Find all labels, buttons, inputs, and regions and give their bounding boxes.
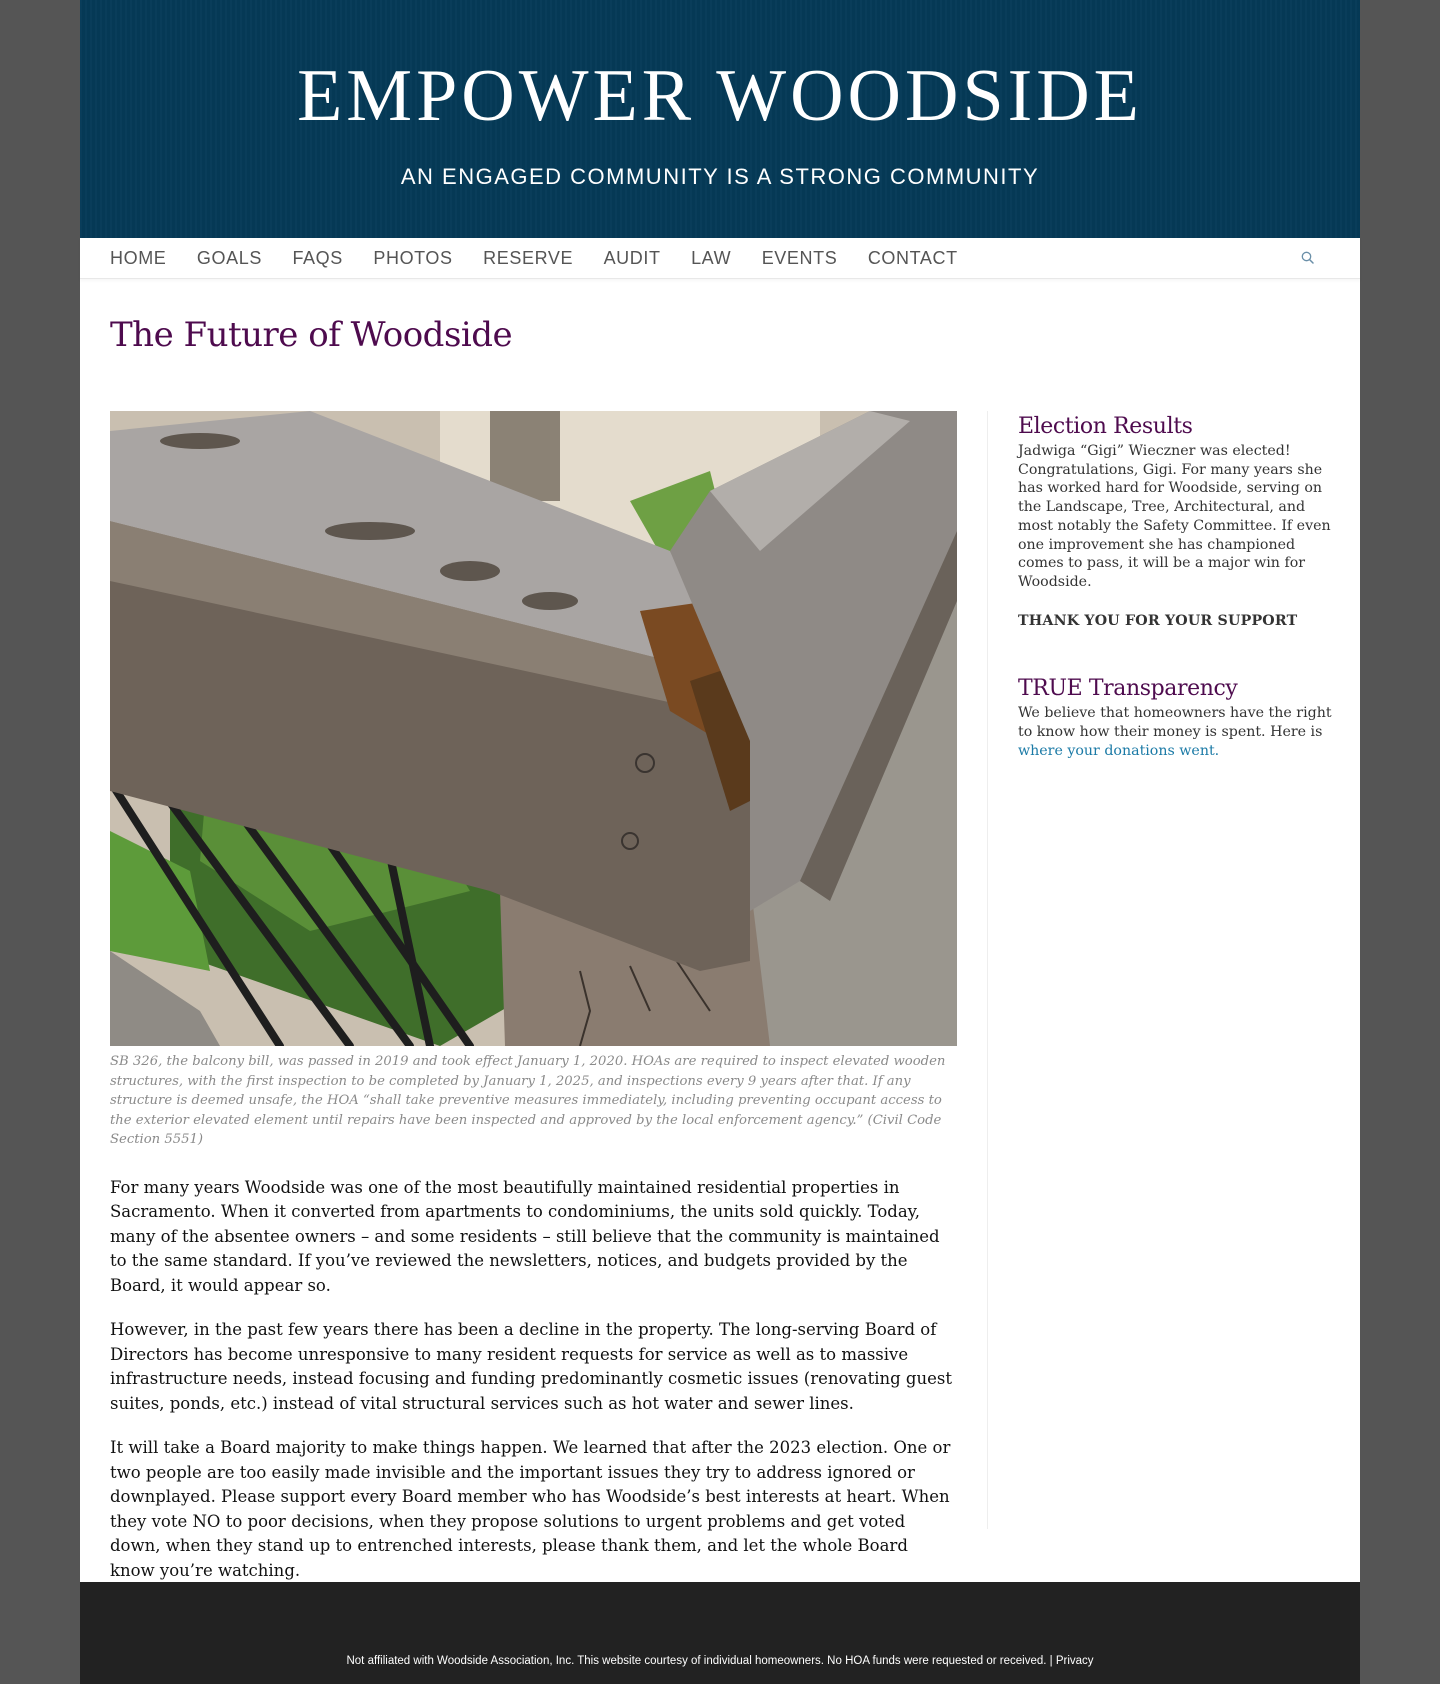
sidebar-divider	[987, 411, 988, 1529]
donations-link[interactable]: where your donations went.	[1018, 742, 1220, 759]
widget-text: Jadwiga “Gigi” Wieczner was elected! Congratulations, Gigi. For many years she has worked hard for Woodside, serving on the Landscape, Tree, Architectural, and most notably the Safety Committee. If even one improvement she has championed comes to pass, it will be a major win for Woodside.	[1018, 443, 1331, 590]
widget-text	[1018, 704, 1338, 760]
nav-item-law[interactable]: LAW	[691, 248, 732, 268]
photo-illustration	[110, 411, 957, 1046]
nav-item-faqs[interactable]: FAQS	[292, 248, 343, 268]
nav-item-audit[interactable]: AUDIT	[603, 248, 661, 268]
nav-item-goals[interactable]: GOALS	[196, 248, 262, 268]
widget-election-results	[1018, 412, 1338, 630]
page-container	[80, 0, 1360, 1684]
nav-item-reserve[interactable]: RESERVE	[483, 248, 574, 268]
widget-title: TRUE Transparency	[1018, 676, 1238, 702]
site-footer	[80, 1582, 1360, 1684]
privacy-link[interactable]: Privacy	[1055, 1655, 1094, 1667]
sidebar	[1018, 411, 1338, 760]
nav-item-photos[interactable]: PHOTOS	[373, 248, 453, 268]
footer-disclaimer: Not affiliated with Woodside Association, Inc. This website courtesy of individual homeowners. No HOA funds were requested or received. |	[346, 1655, 1056, 1667]
search-button[interactable]	[1300, 250, 1316, 266]
nav-item-events[interactable]: EVENTS	[761, 248, 838, 268]
site-header	[80, 0, 1360, 238]
nav-item-contact[interactable]: CONTACT	[867, 248, 958, 268]
thank-you-text: THANK YOU FOR YOUR SUPPORT	[1018, 612, 1298, 629]
body-paragraph: However, in the past few years there has been a decline in the property. The long-serving Board of Directors has become unresponsive to many resident requests for service as well as to massive infrastructure needs, instead focusing and funding predominantly cosmetic issues (renovating guest suites, ponds, etc.) instead of vital structural services such as hot water and sewer lines.	[110, 1320, 952, 1413]
rotted-railing-photo[interactable]	[110, 411, 957, 1046]
search-icon	[1300, 250, 1316, 266]
photo-caption: SB 326, the balcony bill, was passed in 2019 and took effect January 1, 2020. HOAs are required to inspect elevated wooden structures, with the first inspection to be completed by January 1, 2025, and inspections every 9 years after that. If any structure is deemed unsafe, the HOA “shall take preventive measures immediately, including preventing occupant access to the exterior elevated element until repairs have been inspected and approved by the local enforcement agency.” (Civil Code Section 5551)	[110, 1054, 946, 1147]
footer-text	[80, 1653, 1360, 1669]
nav-item-home[interactable]: HOME	[110, 248, 167, 268]
main-nav	[80, 238, 1360, 279]
transparency-text: We believe that homeowners have the right to know how their money is spent. Here is	[1018, 705, 1332, 741]
photo-figure	[110, 411, 957, 1150]
page-title: The Future of Woodside	[110, 315, 513, 355]
body-paragraph: For many years Woodside was one of the most beautifully maintained residential properties in Sacramento. When it converted from apartments to condominiums, the units sold quickly. Today, many of the absentee owners – and some residents – still believe that the community is maintained to the same standard. If you’ve reviewed the newsletters, notices, and budgets provided by the Board, it would appear so.	[110, 1177, 940, 1295]
widget-true-transparency	[1018, 674, 1338, 760]
main-content	[110, 411, 957, 1583]
site-tagline: AN ENGAGED COMMUNITY IS A STRONG COMMUNITY	[400, 164, 1040, 189]
site-title[interactable]: EMPOWER WOODSIDE	[297, 55, 1143, 137]
nav-list	[110, 238, 988, 279]
widget-title: Election Results	[1018, 414, 1193, 439]
body-paragraph: It will take a Board majority to make things happen. We learned that after the 2023 election. One or two people are too easily made invisible and the important issues they try to address ignored or downplayed. Please support every Board member who has Woodside’s best interests at heart. When they vote NO to poor decisions, when they propose solutions to urgent problems and get voted down, when they stand up to entrenched interests, please thank them, and let the whole Board know you’re watching.	[110, 1438, 951, 1580]
